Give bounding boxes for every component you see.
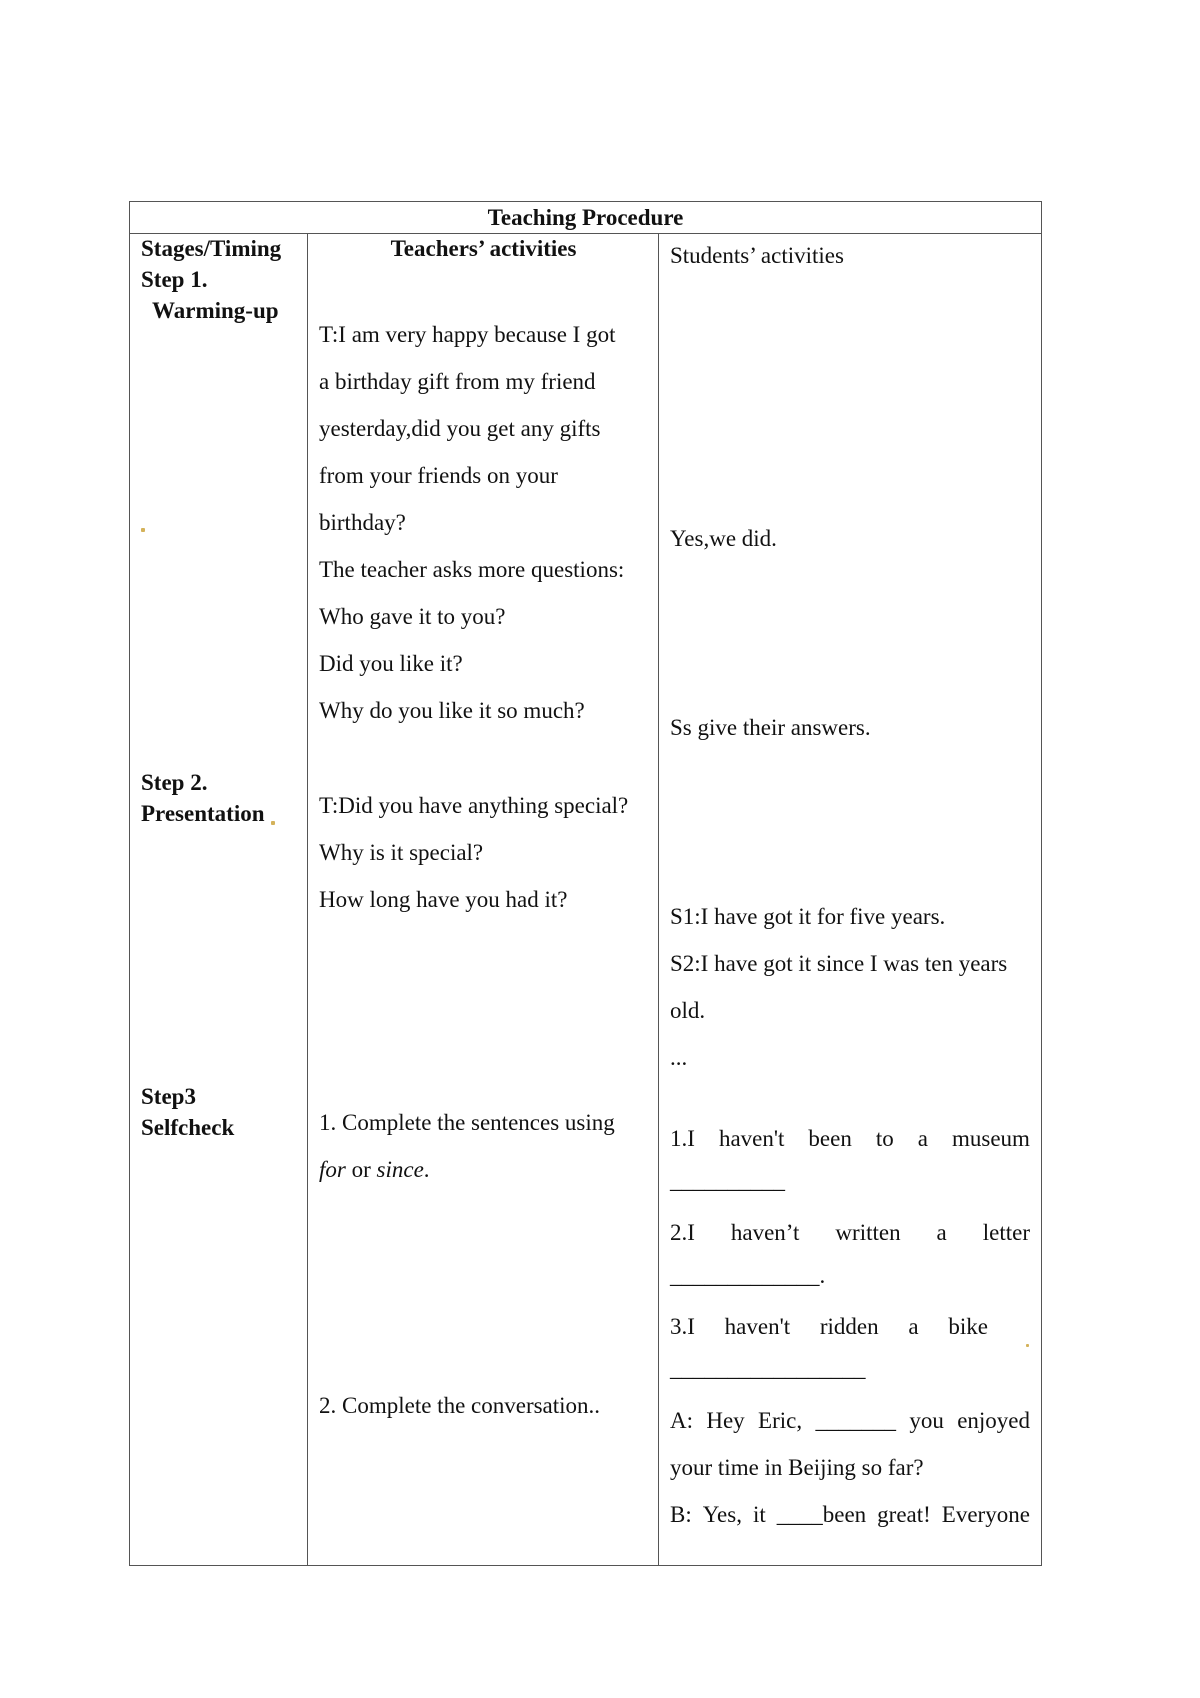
step2-name: Presentation [141, 801, 265, 826]
step3-name: Selfcheck [141, 1115, 235, 1140]
conversation-line-a: A: Hey Eric, _______ you enjoyed [670, 1408, 1030, 1433]
student-line: S2:I have got it since I was ten years [670, 951, 1008, 976]
step3-label: Step3 [141, 1084, 196, 1109]
stages-column [130, 234, 308, 1565]
students-column [659, 234, 1041, 1565]
student-line: S1:I have got it for five years. [670, 904, 946, 929]
teachers-column [308, 234, 659, 1565]
step1-name: Warming-up [152, 298, 279, 323]
step2-label: Step 2. [141, 770, 208, 795]
teacher-line: Did you like it? [319, 651, 463, 676]
conversation-line-b: B: Yes, it ____been great! Everyone [670, 1502, 1030, 1527]
table-title: Teaching Procedure [130, 202, 1041, 234]
exercise-sentence-2: 2.I haven’t written a letter [670, 1220, 1030, 1245]
teacher-line: Who gave it to you? [319, 604, 506, 629]
teacher-line: yesterday,did you get any gifts [319, 416, 601, 441]
decorative-dot [141, 528, 145, 532]
student-line: old. [670, 998, 706, 1023]
teachers-header: Teachers’ activities [390, 236, 577, 261]
student-answer: Ss give their answers. [670, 715, 871, 740]
teacher-line: How long have you had it? [319, 887, 568, 912]
students-header: Students’ activities [670, 243, 844, 268]
exercise-sentence-1: 1.I haven't been to a museum [670, 1126, 1030, 1151]
teaching-procedure-table [129, 201, 1042, 1566]
selfcheck-instruction-1-cont: for or since. [319, 1157, 430, 1182]
step1-label: Step 1. [141, 267, 208, 292]
teacher-line: a birthday gift from my friend [319, 369, 596, 394]
teacher-line: from your friends on your [319, 463, 558, 488]
student-answer: Yes,we did. [670, 526, 777, 551]
teacher-line: T:I am very happy because I got [319, 322, 616, 347]
teacher-line: birthday? [319, 510, 406, 535]
exercise-blank: _____________. [670, 1263, 826, 1288]
decorative-dot [271, 821, 275, 825]
teacher-line: Why do you like it so much? [319, 698, 585, 723]
conversation-line-a-cont: your time in Beijing so far? [670, 1455, 924, 1480]
teacher-line: The teacher asks more questions: [319, 557, 625, 582]
exercise-blank: __________ [670, 1168, 785, 1193]
teacher-line: T:Did you have anything special? [319, 793, 629, 818]
student-line: ... [670, 1045, 688, 1070]
selfcheck-instruction-2: 2. Complete the conversation.. [319, 1393, 601, 1418]
exercise-blank: _________________ [670, 1356, 866, 1381]
exercise-sentence-3: 3.I haven't ridden a bike [670, 1314, 988, 1339]
selfcheck-instruction-1: 1. Complete the sentences using [319, 1110, 615, 1135]
teacher-line: Why is it special? [319, 840, 484, 865]
stages-header: Stages/Timing [141, 236, 282, 261]
decorative-dot [1026, 1344, 1029, 1347]
